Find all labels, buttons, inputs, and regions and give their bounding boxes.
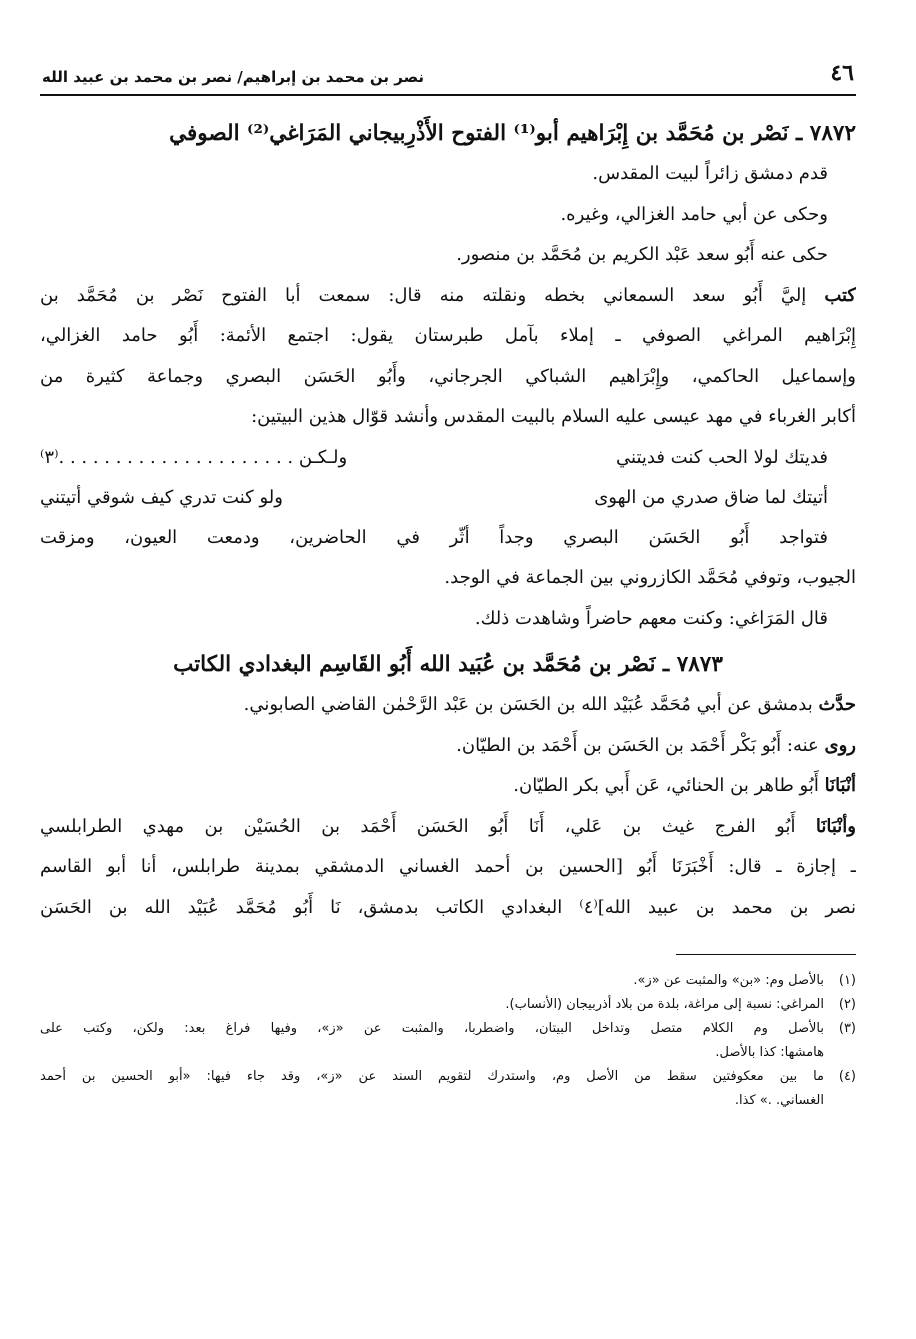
- keyword: روى: [824, 734, 856, 756]
- keyword: أنْبَانَا: [824, 775, 856, 796]
- footnote-1: [40, 969, 856, 993]
- paragraph-line: وإسماعيل الحاكمي، وإِبْرَاهيم الشباكي الجرجاني، وأَبُو الحَسَن البصري وجماعة كثيرة من: [40, 365, 856, 387]
- verse-first-hemistich: فديتك لولا الحب كنت فديتني: [616, 446, 828, 468]
- entry-7872: [40, 114, 856, 639]
- keyword: كتب: [824, 284, 856, 306]
- text-line: [40, 726, 856, 767]
- verse-line: [40, 478, 856, 518]
- entry-7873: [40, 645, 856, 928]
- paragraph-line: أكابر الغرباء في مهد عيسى عليه السلام بالبيت المقدس وأنشد قوّال هذين البيتين:: [251, 406, 856, 427]
- text-line: [40, 766, 856, 807]
- footnote-number: (٤): [838, 1069, 856, 1084]
- text-line: حكى عنه أَبُو سعد عَبْد الكريم بن مُحَمَّد بن منصور.: [456, 244, 828, 265]
- footnote-text: بالأصل وم الكلام متصل وتداخل البيتان، واضطربا، والمثبت عن «ز»، وفيها فراغ بعد: ولكن، وكتب على: [40, 1021, 824, 1036]
- entry-title: ٧٨٧٣ ـ نَصْر بن مُحَمَّد بن عُبَيد الله أَبُو القَاسِم البغدادي الكاتب: [173, 652, 723, 677]
- paragraph-text: أَبُو الفرج غيث بن عَلي، أَنَا أَبُو الحَسَن أَحْمَد بن الحُسَيْن بن مهدي الطرابلسي: [40, 815, 816, 837]
- footnote-4: [40, 1065, 856, 1089]
- footnote-rule: [676, 954, 856, 955]
- page-header: [40, 60, 856, 94]
- footnote-number: (٣): [838, 1021, 856, 1036]
- text-line: وحكى عن أبي حامد الغزالي، وغيره.: [560, 203, 828, 225]
- book-page: [40, 60, 856, 1113]
- running-title: نصر بن محمد بن إبراهيم/ نصر بن محمد بن عبيد الله: [42, 68, 425, 86]
- paragraph-line: ـ إجازة ـ قال: أَخْبَرَنَا أَبُو [الحسين بن أحمد الغساني الدمشقي بمدينة طرابلس، أنا أبو القاسم: [40, 856, 856, 877]
- paragraph-line: [40, 807, 856, 848]
- line-text: عنه: أَبُو بَكْر أَحْمَد بن الحَسَن بن أَحْمَد بن الطيّان.: [456, 734, 825, 756]
- text-line: [40, 685, 856, 726]
- verse-second-hemistich: ولو كنت تدري كيف شوقي أتيتني: [40, 486, 283, 508]
- footnote-number: (٢): [838, 997, 856, 1012]
- entry-title: ٧٨٧٢ ـ نَصْر بن مُحَمَّد بن إِبْرَاهيم أبو⁽¹⁾ الفتوح الأَذْرِبيجاني المَرَاغي⁽²⁾ الصوفي: [169, 121, 856, 146]
- header-rule: [40, 94, 856, 96]
- paragraph-text: إليَّ أَبُو سعد السمعاني بخطه ونقلته منه قال: سمعت أبا الفتوح نَصْر بن مُحَمَّد بن: [40, 284, 807, 306]
- paragraph-line: الجيوب، وتوفي مُحَمَّد الكازروني بين الجماعة في الوجد.: [444, 567, 856, 588]
- keyword: حدَّث: [818, 694, 856, 715]
- footnote-text: المراغي: نسبة إلى مراغة، بلدة من بلاد أذربيجان (الأنساب).: [505, 997, 824, 1012]
- footnote-continuation: هامشها: كذا بالأصل.: [715, 1045, 824, 1060]
- footnote-continuation: الغساني. .» كذا.: [734, 1093, 824, 1108]
- paragraph-line: إِبْرَاهيم المراغي الصوفي ـ إملاء بآمل طبرستان يقول: اجتمع الأئمة: أَبُو حامد الغزالي،: [40, 325, 856, 346]
- footnote-3: [40, 1017, 856, 1041]
- paragraph-line: فتواجد أَبُو الحَسَن البصري وجداً أثّر في الحاضرين، ودمعت العيون، ومزقت: [40, 526, 828, 548]
- footnotes: [40, 969, 856, 1113]
- keyword: وأنْبَانَا: [815, 815, 856, 837]
- page-number: ٤٦: [830, 60, 854, 86]
- paragraph-line: نصر بن محمد بن عبيد الله]⁽٤⁾ البغدادي الكاتب بدمشق، نَا أَبُو مُحَمَّد عُبَيْد الله بن الحَسَن: [40, 896, 856, 918]
- footnote-text: بالأصل وم: «بن» والمثبت عن «ز».: [633, 973, 824, 988]
- text-line: قدم دمشق زائراً لبيت المقدس.: [592, 163, 828, 184]
- line-text: أَبُو طاهر بن الحنائي، عَن أَبي بكر الطيّان.: [513, 775, 825, 796]
- verse-line: [40, 438, 856, 478]
- verse-second-hemistich: ولـكـن . . . . . . . . . . . . . . . . . . . . .⁽٣⁾: [40, 446, 348, 468]
- footnote-text: ما بين معكوفتين سقط من الأصل وم، واستدرك لتقويم السند عن «ز»، وقد جاء فيها: «أبو الحسين بن أحمد: [40, 1069, 824, 1084]
- verse-first-hemistich: أتيتك لما ضاق صدري من الهوى: [594, 486, 828, 508]
- line-text: بدمشق عن أبي مُحَمَّد عُبَيْد الله بن الحَسَن بن عَبْد الرَّحْمٰن القاضي الصابوني.: [243, 694, 819, 715]
- footnote-number: (١): [838, 973, 856, 988]
- paragraph-line: قال المَرَاغي: وكنت معهم حاضراً وشاهدت ذلك.: [474, 607, 828, 629]
- footnote-2: [40, 993, 856, 1017]
- paragraph-line: [40, 276, 856, 317]
